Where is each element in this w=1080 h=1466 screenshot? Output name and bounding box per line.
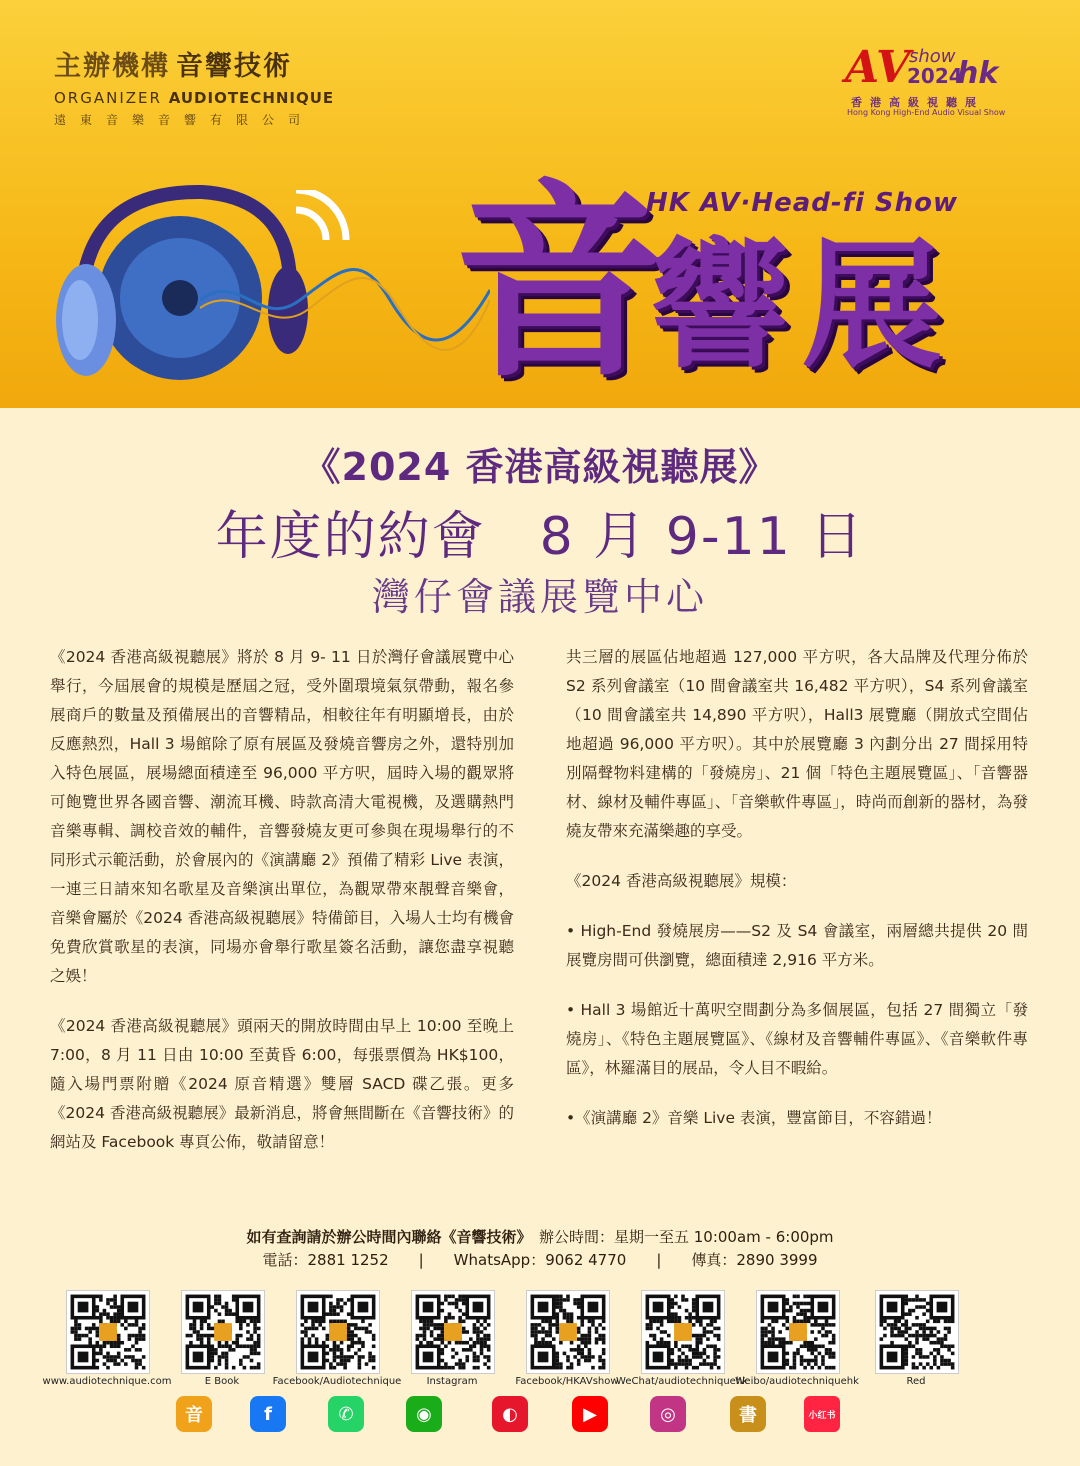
logo-year: 2024 [907, 64, 963, 88]
paragraph: 《2024 香港高級視聽展》規模： [566, 872, 797, 890]
wechat-icon[interactable]: ◉ [406, 1396, 442, 1432]
logo-en: Hong Kong High-End Audio Visual Show [847, 108, 1006, 117]
weibo-icon[interactable]: ◐ [492, 1396, 528, 1432]
qr-code[interactable] [181, 1290, 265, 1374]
qr-code[interactable] [526, 1290, 610, 1374]
logo-show: show [909, 46, 956, 67]
hero-title-char-2: 響 [650, 224, 791, 388]
bullet-item: • High-End 發燒展房——S2 及 S4 會議室，兩層總共提供 20 間展覽房間可供瀏覽，總面積達 2,916 平方米。 [566, 922, 1028, 969]
event-venue: 灣仔會議展覽中心 [371, 575, 708, 619]
organizer-block [54, 44, 334, 128]
qr-code-label: E Book [204, 1376, 240, 1387]
facebook-icon[interactable]: f [250, 1396, 286, 1432]
body-right-column [566, 643, 1028, 1154]
organizer-name-en: AUDIOTECHNIQUE [168, 89, 335, 107]
organizer-label: 主辦機構 [54, 51, 170, 82]
logo-av: AV [845, 42, 911, 93]
qr-code-label: Red [906, 1376, 926, 1387]
bullet-item: •《演講廳 2》音樂 Live 表演，豐富節目，不容錯過！ [566, 1109, 942, 1127]
contact-numbers: 電話：2881 1252 | WhatsApp：9062 4770 | 傳真：2890 3999 [262, 1251, 818, 1269]
hero-banner [0, 0, 1080, 408]
event-title: 《2024 香港高級視聽展》 [302, 445, 778, 489]
organizer-company: 遠東音樂音響有限公司 [54, 113, 315, 127]
avshow-logo [845, 36, 1015, 116]
ebook-icon[interactable]: 書 [730, 1396, 766, 1432]
qr-code-label: Instagram [426, 1376, 478, 1387]
qr-code-label: www.audiotechnique.com [42, 1376, 172, 1387]
qr-code[interactable] [875, 1290, 959, 1374]
youtube-icon[interactable]: ▶ [572, 1396, 608, 1432]
qr-code[interactable] [756, 1290, 840, 1374]
qr-code-row [42, 1290, 1040, 1390]
bullet-item: • Hall 3 場館近十萬呎空間劃分為多個展區，包括 27 間獨立「發燒房」、《特色主題展覽區》、《線材及音響輔件專區》、《音樂軟件專區》，林羅滿目的展品，令人目不暇給。 [566, 1001, 1028, 1077]
qr-code[interactable] [296, 1290, 380, 1374]
qr-code[interactable] [411, 1290, 495, 1374]
hero-title-char-3: 展 [802, 224, 943, 388]
qr-code-label: WeChat/audiotechniquehk [616, 1376, 748, 1387]
logo-zh: 香港高級視聽展 [851, 96, 984, 109]
paragraph: 《2024 香港高級視聽展》將於 8 月 9- 11 日於灣仔會議展覽中心舉行，今屆展會的規模是歷屆之冠，受外圍環境氣氛帶動，報名參展商戶的數量及預備展出的音響精品，相較往年有明顯增長，由於反應熱烈，Hall 3 場館除了原有展區及發燒音響房之外，還特別加入特色展區，展場總面積達至 96,000 平方呎，屆時入場的觀眾將可飽覽世界各國音響、潮流耳機、時款高清大電視機，及選購熱門音樂專輯、調校音效的輔件，音響發燒友更可參與在現場舉行的不同形式示範活動，於會展內的《演講廳 2》預備了精彩 Live 表演，一連三日請來知名歌星及音樂演出單位，為觀眾帶來靚聲音樂會，音樂會屬於《2024 香港高級視聽展》特備節目，入場人士均有機會免費欣賞歌星的表演，同場亦會舉行歌星簽名活動，讓您盡享視聽之娛！ [50, 648, 514, 985]
show-english-name: HK AV·Head-fi Show [646, 188, 959, 218]
organizer-name: 音響技術 [176, 51, 292, 82]
event-date: 年度的約會 8 月 9-11 日 [215, 507, 865, 567]
contact-info [0, 1226, 1080, 1272]
paragraph: 《2024 香港高級視聽展》頭兩天的開放時間由早上 10:00 至晚上 7:00，8 月 11 日由 10:00 至黃昏 6:00，每張票價為 HK$100，隨入場門票附贈《2024 原音精選》雙層 SACD 碟乙張。更多《2024 香港高級視聽展》最新消息，將會無間斷在《音響技術》的網站及 Facebook 專頁公佈，敬請留意！ [50, 1017, 514, 1151]
audiotechnique-icon[interactable]: 音 [176, 1396, 212, 1432]
organizer-label-en: ORGANIZER [54, 89, 162, 107]
sound-wave [200, 190, 490, 390]
qr-code-label: Facebook/Audiotechnique [272, 1376, 402, 1387]
qr-code-label: Facebook/HKAVshow [515, 1376, 619, 1387]
body-left-column [50, 643, 514, 1178]
qr-code[interactable] [66, 1290, 150, 1374]
logo-hk: hk [957, 56, 999, 91]
hero-title-char-1: 音 [454, 159, 665, 406]
instagram-icon[interactable]: ◎ [650, 1396, 686, 1432]
qr-code[interactable] [641, 1290, 725, 1374]
qr-code-label: Weibo/audiotechniquehk [735, 1376, 859, 1387]
xiaohongshu-icon[interactable]: 小红书 [804, 1396, 840, 1432]
social-icon-row [0, 1396, 1080, 1440]
contact-intro: 如有查詢請於辦公時間內聯絡《音響技術》 [246, 1228, 524, 1246]
paragraph: 共三層的展區佔地超過 127,000 平方呎，各大品牌及代理分佈於 S2 系列會議室（10 間會議室共 16,482 平方呎），S4 系列會議室（10 間會議室共 14,890 平方呎），Hall3 展覽廳（開放式空間佔地超過 96,000 平方呎）。其中於展覽廳 3 內劃分出 27 間採用特別隔聲物料建構的「發燒房」、21 個「特色主題展覽區」、「音響器材、線材及輔件專區」、「音樂軟件專區」，時尚而創新的器材，為發燒友帶來充滿樂趣的享受。 [566, 648, 1028, 840]
whatsapp-icon[interactable]: ✆ [328, 1396, 364, 1432]
office-hours: 辦公時間：星期一至五 10:00am - 6:00pm [538, 1228, 834, 1246]
